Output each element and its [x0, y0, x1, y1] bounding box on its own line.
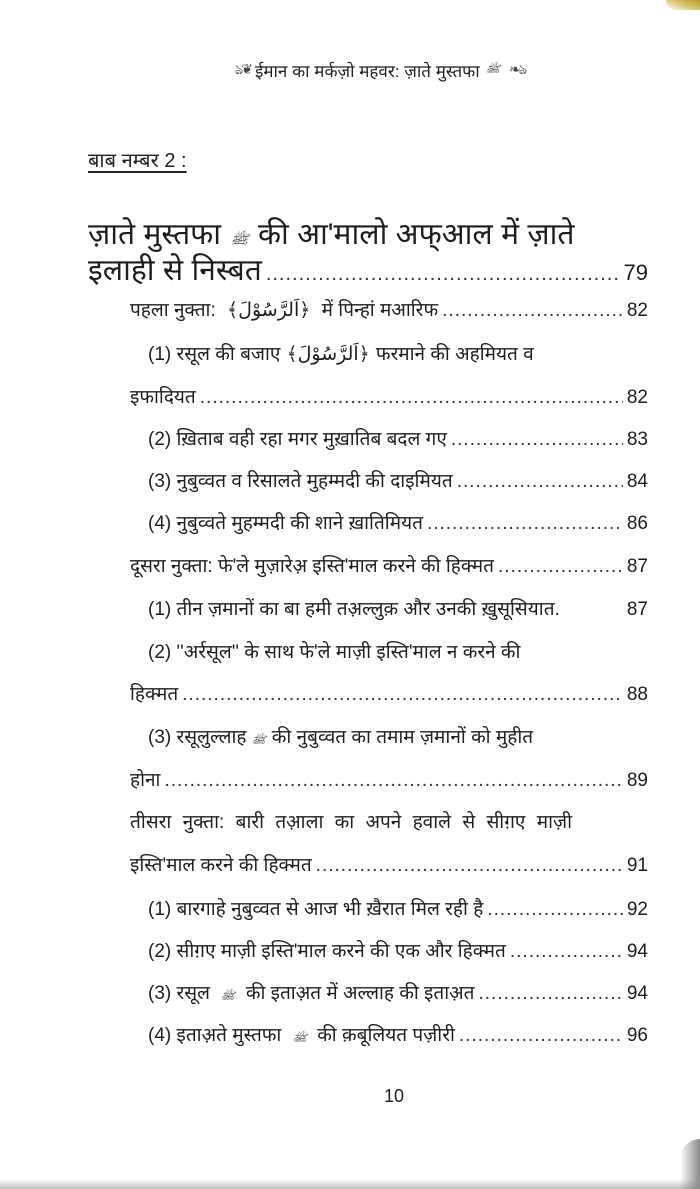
page-curl-shadow: [680, 1139, 700, 1189]
chapter-label: बाब नम्बर 2 :: [88, 150, 187, 172]
arabic-word: ﴿اَلرَّسُوْلَ﴾: [286, 343, 370, 365]
right-ornament-icon: ❧ঌ: [508, 61, 526, 77]
arabic-word: ﴿اَلرَّسُوْلَ﴾: [227, 299, 311, 321]
entry-text: हिक्मत: [130, 684, 179, 705]
toc-entry[interactable]: [148, 1021, 648, 1047]
entry-suffix: की क़बूलियत पज़ीरी: [317, 1025, 455, 1046]
toc-entry-line-1[interactable]: [130, 808, 648, 834]
page-number: 96: [626, 1025, 648, 1046]
page-number: 82: [626, 300, 648, 321]
page-number: 87: [626, 556, 648, 577]
running-header: [175, 52, 585, 88]
entry-text: (2) ख़िताब वही रहा मगर मुख़ातिब बदल गए: [148, 429, 447, 450]
page-number: 92: [626, 899, 648, 920]
dot-leader: [451, 429, 623, 451]
entry-suffix: की इताअ़त में अल्लाह की इताअ़त: [245, 983, 475, 1004]
toc-entry-line-1[interactable]: [148, 723, 648, 749]
page-number: 84: [626, 471, 648, 492]
chapter-title-text: की आ'मालो अफ्आल में ज़ाते: [258, 218, 575, 251]
entry-text: [148, 1021, 455, 1047]
dot-leader: [487, 899, 623, 921]
dot-leader: [498, 556, 623, 578]
entry-prefix: (3) रसूलुल्लाह: [148, 727, 247, 748]
entry-prefix: पहला नुक्ता:: [130, 300, 216, 321]
entry-text: इस्ति'माल करने की हिक्मत: [130, 855, 312, 876]
toc-entry[interactable]: [130, 296, 648, 322]
dot-leader: [478, 983, 622, 1005]
dot-leader: [164, 770, 622, 792]
toc-entry[interactable]: [148, 425, 648, 451]
dot-leader: [510, 941, 623, 963]
toc-entry[interactable]: [148, 595, 648, 621]
entry-text: (1) बारगाहे नुबुव्वत से आज भी ख़ैरात मिल रही है: [148, 899, 484, 920]
entry-text: तीसरा नुक्ता: बारी तआ़ला का अपने हवाले से सीग़ए माज़ी: [130, 812, 573, 833]
page-number: 89: [626, 770, 648, 791]
entry-text: (1) तीन ज़मानों का बा हमी तअ़ल्लुक़ और उनकी ख़ुसूसियात.: [148, 599, 560, 620]
toc-entry[interactable]: [148, 467, 648, 493]
page-number: 94: [626, 941, 648, 962]
entry-text: होना: [130, 770, 161, 791]
dot-leader: [316, 855, 623, 877]
dot-leader: [266, 263, 620, 286]
entry-text: [130, 296, 438, 322]
chapter-title-line-1: [88, 212, 648, 253]
honorific-icon: ﷺ: [220, 990, 236, 1002]
toc-entry-chapter[interactable]: [88, 248, 648, 289]
toc-entry[interactable]: [130, 383, 648, 409]
entry-suffix: की नुबुव्वत का तमाम ज़मानों को मुहीत: [271, 727, 534, 748]
honorific-icon: ﷺ: [485, 63, 500, 75]
page-number: 83: [626, 429, 648, 450]
running-header-title: ईमान का मर्कज़ो महवर: ज़ाते मुस्तफा: [255, 61, 480, 81]
entry-prefix: (4) इताअ़ते मुस्तफा: [148, 1025, 282, 1046]
entry-suffix: फरमाने की अहमियत व: [375, 344, 534, 365]
entry-prefix: (1) रसूल की बजाए: [148, 344, 281, 365]
toc-entry[interactable]: [130, 766, 648, 792]
chapter-title-text: इलाही से निस्बत: [88, 254, 262, 287]
honorific-icon: ﷺ: [251, 734, 267, 746]
toc-entry[interactable]: [130, 851, 648, 877]
toc-entry-line-1[interactable]: [148, 340, 648, 366]
entry-text: दूसरा नुक्ता: फे'ले मुज़ारेअ़ इस्ति'माल करने की हिक्मत: [130, 556, 494, 577]
page-number: 87: [626, 599, 648, 620]
toc-entry-line-1[interactable]: [148, 638, 648, 664]
page-number: 91: [626, 855, 648, 876]
honorific-icon: ﷺ: [230, 232, 249, 247]
toc-entry[interactable]: [148, 937, 648, 963]
page-number: 86: [626, 513, 648, 534]
honorific-icon: ﷺ: [291, 1032, 307, 1044]
page-corner-shadow: [666, 0, 700, 10]
page-bottom-edge: [0, 1179, 700, 1189]
entry-text: इफादियत: [130, 387, 196, 408]
entry-suffix: में पिन्हां मआरिफ: [321, 300, 439, 321]
left-ornament-icon: ঌ❦: [234, 61, 252, 77]
entry-text: (2) सीग़ए माज़ी इस्ति'माल करने की एक और हिक्मत: [148, 941, 506, 962]
page-number: 88: [626, 684, 648, 705]
dot-leader: [182, 684, 623, 706]
dot-leader: [200, 387, 623, 409]
dot-leader: [457, 471, 623, 493]
page-number: 82: [626, 387, 648, 408]
entry-text: (2) ''अर्रसूल'' के साथ फे'ले माज़ी इस्ति'माल न करने की: [148, 642, 521, 663]
entry-text: (4) नुबुव्वते मुहम्मदी की शाने ख़ातिमियत: [148, 513, 423, 534]
entry-text: [148, 979, 474, 1005]
toc-entry[interactable]: [130, 552, 648, 578]
page-number: 94: [626, 983, 648, 1004]
toc-entry[interactable]: [130, 680, 648, 706]
dot-leader: [442, 300, 623, 322]
page-number: 79: [623, 260, 648, 285]
chapter-title-text: ज़ाते मुस्तफा: [88, 218, 222, 251]
footer-page-number: 10: [384, 1086, 405, 1106]
entry-text: (3) नुबुव्वत व रिसालते मुहम्मदी की दाइमियत: [148, 471, 453, 492]
toc-entry[interactable]: [148, 509, 648, 535]
toc-entry[interactable]: [148, 895, 648, 921]
entry-prefix: (3) रसूल: [148, 983, 210, 1004]
dot-leader: [459, 1025, 623, 1047]
dot-leader: [427, 513, 623, 535]
toc-entry[interactable]: [148, 979, 648, 1005]
